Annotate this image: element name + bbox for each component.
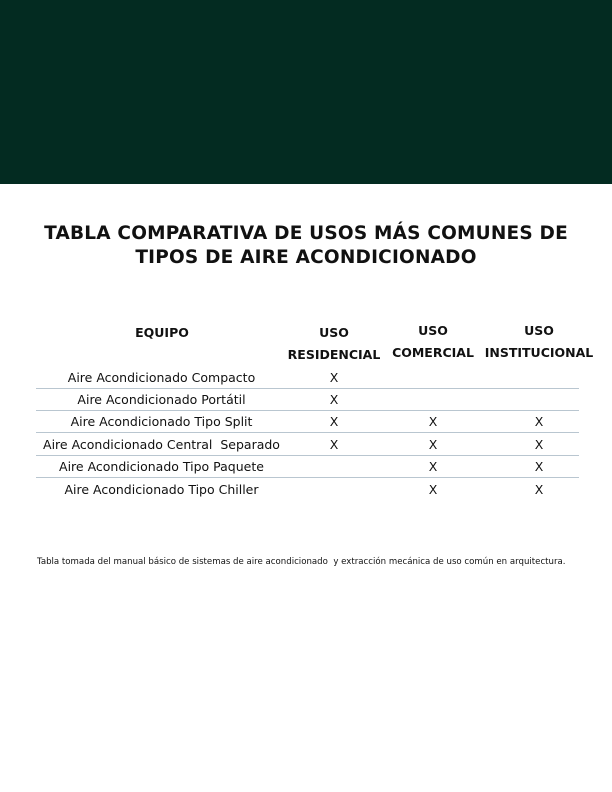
row-residencial-mark: X [329, 437, 339, 452]
column-header-residencial-line2: RESIDENCIAL [287, 347, 381, 362]
row-residencial-mark: X [329, 392, 339, 407]
column-header-institucional [484, 320, 594, 364]
row-institucional-mark: X [534, 437, 544, 452]
row-divider [36, 432, 579, 433]
row-equipo: Aire Acondicionado Tipo Split [70, 414, 253, 429]
column-header-institucional-line1: USO [524, 323, 554, 338]
column-header-institucional-line2: INSTITUCIONAL [484, 345, 594, 360]
row-divider [36, 477, 579, 478]
column-header-comercial-line1: USO [418, 323, 448, 338]
row-institucional-mark: X [534, 459, 544, 474]
source-note: Tabla tomada del manual básico de sistemas de aire acondicionado y extracción mecánica de uso común en arquitectura. [37, 557, 566, 567]
title-line-2: TIPOS DE AIRE ACONDICIONADO [135, 247, 477, 268]
title-line-1: TABLA COMPARATIVA DE USOS MÁS COMUNES DE [44, 223, 568, 244]
table-row [36, 367, 579, 389]
table-row [36, 411, 579, 433]
row-residencial-mark: X [329, 414, 339, 429]
row-equipo: Aire Acondicionado Tipo Paquete [59, 459, 264, 474]
row-residencial-mark: X [329, 370, 339, 385]
column-header-equipo-label: EQUIPO [135, 325, 189, 340]
row-comercial-mark: X [428, 414, 438, 429]
row-comercial-mark: X [428, 437, 438, 452]
row-comercial-mark: X [428, 459, 438, 474]
column-header-comercial-line2: COMERCIAL [392, 345, 474, 360]
row-institucional-mark: X [534, 482, 544, 497]
row-equipo: Aire Acondicionado Portátil [77, 392, 246, 407]
table-row [36, 389, 579, 411]
column-header-equipo [112, 322, 212, 344]
header-band [0, 0, 612, 184]
table-row [36, 456, 579, 478]
table-row [36, 479, 579, 501]
page-title [0, 222, 612, 270]
row-comercial-mark: X [428, 482, 438, 497]
table-row [36, 434, 579, 456]
column-header-residencial [284, 322, 384, 366]
row-equipo: Aire Acondicionado Compacto [67, 370, 256, 385]
column-header-comercial [383, 320, 483, 364]
row-institucional-mark: X [534, 414, 544, 429]
row-equipo: Aire Acondicionado Tipo Chiller [64, 482, 259, 497]
row-equipo: Aire Acondicionado Central Separado [43, 437, 280, 452]
column-header-residencial-line1: USO [319, 325, 349, 340]
